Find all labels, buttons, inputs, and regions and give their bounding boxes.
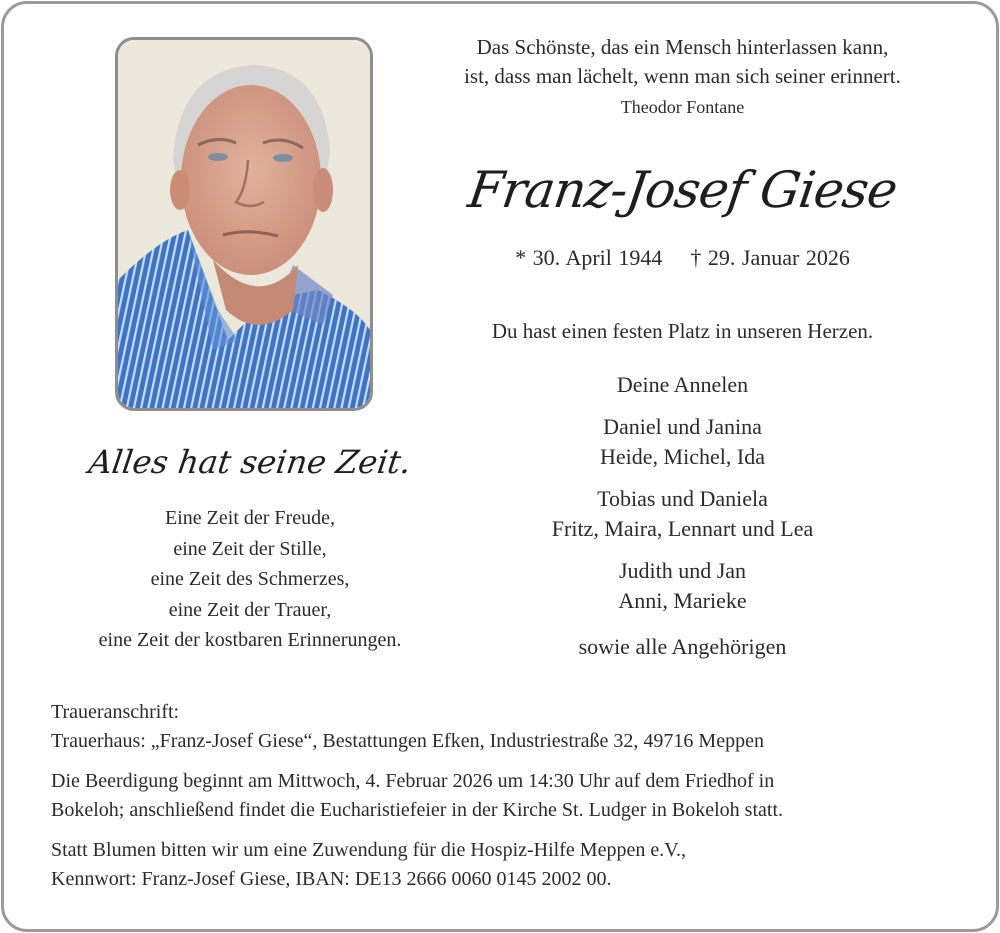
address-label: Traueranschrift:: [51, 701, 180, 723]
poem-line: eine Zeit der kostbaren Erinnerungen.: [98, 629, 402, 651]
poem-title: Alles hat seine Zeit.: [86, 443, 414, 481]
birth-date: * 30. April 1944: [515, 245, 663, 270]
address-text: Trauerhaus: „Franz-Josef Giese“, Bestattungen Efken, Industriestraße 32, 49716 Meppen: [51, 730, 764, 752]
donation-details: [51, 836, 971, 894]
mourners-list: [450, 370, 915, 674]
quote-line-2: ist, dass man lächelt, wenn man sich seiner erinnert.: [464, 64, 901, 88]
mourner-group: [450, 556, 915, 616]
donation-line-2: Kennwort: Franz-Josef Giese, IBAN: DE13 2666 0060 0145 2002 00.: [51, 868, 612, 890]
funeral-line-2: Bokeloh; anschließend findet die Eucharistiefeier in der Kirche St. Ludger in Bokeloh statt.: [51, 799, 784, 821]
mourner-line: sowie alle Angehörigen: [578, 634, 787, 659]
funeral-details: [51, 767, 971, 825]
funeral-line-1: Die Beerdigung beginnt am Mittwoch, 4. Februar 2026 um 14:30 Uhr auf dem Friedhof in: [51, 770, 775, 792]
poem-line: eine Zeit der Stille,: [173, 537, 327, 560]
mourner-line: Anni, Marieke: [618, 588, 747, 613]
mourner-line: Fritz, Maira, Lennart und Lea: [551, 516, 814, 541]
mourner-line: Tobias und Daniela: [597, 486, 768, 511]
portrait-image: [118, 40, 370, 408]
death-date: † 29. Januar 2026: [690, 245, 850, 270]
fontane-quote: [410, 33, 955, 91]
life-dates: [410, 245, 955, 271]
portrait-photo: [115, 37, 373, 411]
donation-line-1: Statt Blumen bitten wir um eine Zuwendung für die Hospiz-Hilfe Meppen e.V.,: [51, 839, 687, 861]
deceased-name: Franz-Josef Giese: [464, 161, 901, 219]
quote-author: Theodor Fontane: [620, 97, 745, 117]
poem: [40, 503, 460, 656]
poem-line: eine Zeit des Schmerzes,: [150, 568, 350, 590]
mourner-line: Heide, Michel, Ida: [600, 444, 765, 469]
mourner-line: Judith und Jan: [618, 558, 747, 583]
poem-line: eine Zeit der Trauer,: [168, 598, 332, 621]
mourner-line: Deine Annelen: [616, 372, 749, 397]
quote-line-1: Das Schönste, das ein Mensch hinterlassen kann,: [476, 35, 889, 59]
address-block: [51, 698, 971, 756]
mourner-group: [450, 412, 915, 472]
mourner-group: [450, 370, 915, 400]
funeral-info: [51, 698, 971, 905]
mourner-line: Daniel und Janina: [603, 414, 762, 439]
motto: Du hast einen festen Platz in unseren Herzen.: [491, 319, 874, 343]
mourner-group: [450, 632, 915, 662]
mourner-group: [450, 484, 915, 544]
poem-line: Eine Zeit der Freude,: [165, 507, 335, 529]
